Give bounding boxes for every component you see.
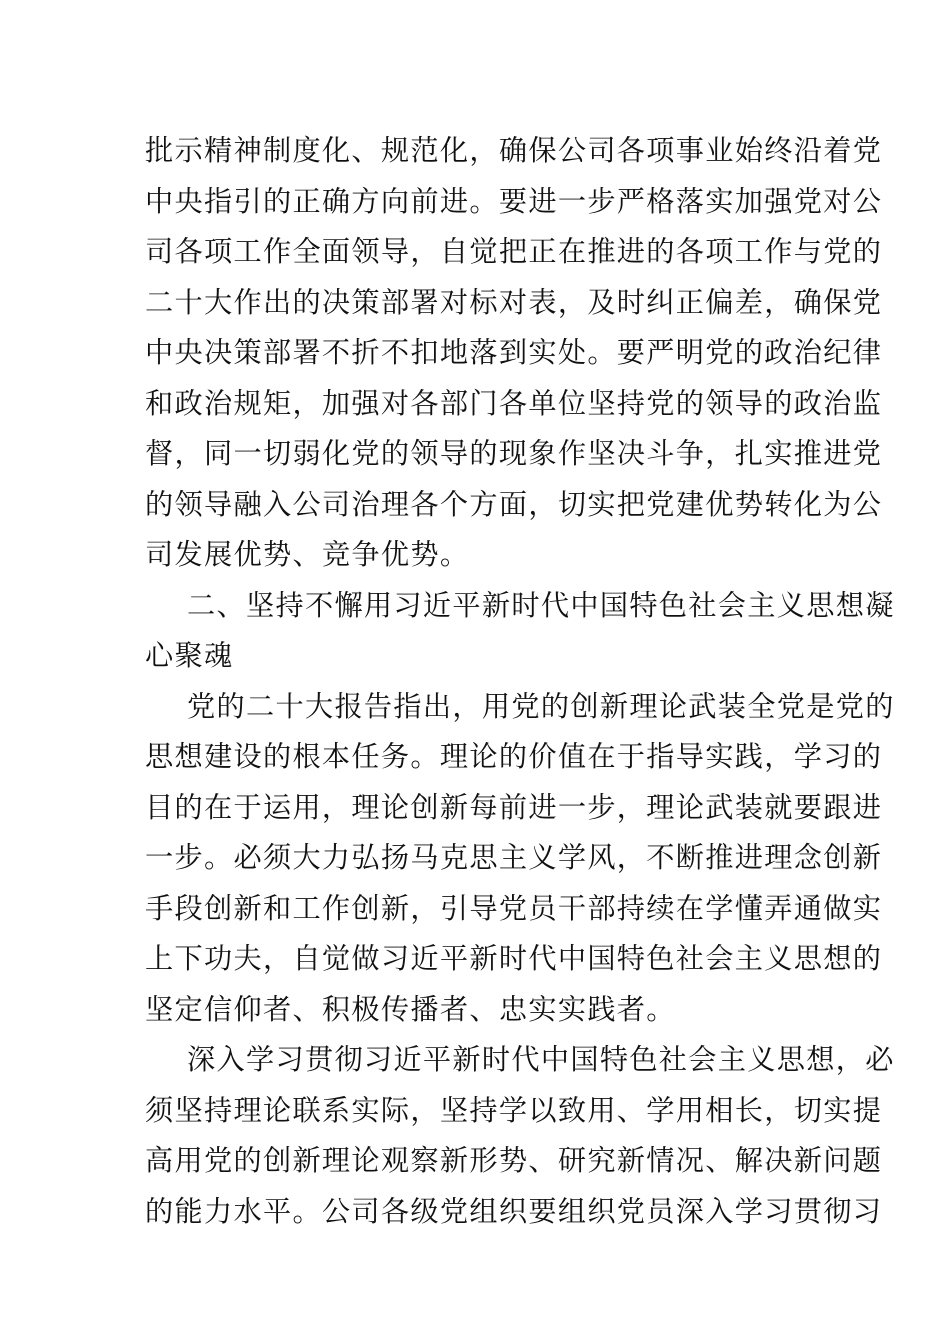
text-line: 和政治规矩，加强对各部门各单位坚持党的领导的政治监 xyxy=(145,386,883,420)
text-line: 中央决策部署不折不扣地落到实处。要严明党的政治纪律 xyxy=(145,336,883,369)
text-line: 党的二十大报告指出，用党的创新理论武装全党是党的 xyxy=(187,689,895,723)
section-heading xyxy=(145,581,895,682)
text-line: 批示精神制度化、规范化，确保公司各项事业始终沿着党 xyxy=(145,134,883,167)
text-line: 目的在于运用，理论创新每前进一步，理论武装就要跟进 xyxy=(145,790,883,824)
heading-line: 二、坚持不懈用习近平新时代中国特色社会主义思想凝 xyxy=(187,588,895,622)
text-line: 二十大作出的决策部署对标对表，及时纠正偏差，确保党 xyxy=(145,285,883,319)
paragraph-study xyxy=(145,1035,895,1237)
text-line: 司各项工作全面领导，自觉把正在推进的各项工作与党的 xyxy=(145,235,883,268)
text-line: 须坚持理论联系实际，坚持学以致用、学用相长，切实提 xyxy=(145,1093,883,1127)
text-line: 坚定信仰者、积极传播者、忠实实践者。 xyxy=(145,992,676,1026)
text-line: 司发展优势、竞争优势。 xyxy=(145,538,470,571)
text-line: 中央指引的正确方向前进。要进一步严格落实加强党对公 xyxy=(145,184,883,218)
heading-line: 心聚魂 xyxy=(145,639,234,672)
text-line: 手段创新和工作创新，引导党员干部持续在学懂弄通做实 xyxy=(145,891,883,925)
paragraph-theory xyxy=(145,682,895,1036)
text-line: 督，同一切弱化党的领导的现象作坚决斗争，扎实推进党 xyxy=(145,437,883,470)
document-body xyxy=(145,126,895,1237)
text-line: 的能力水平。公司各级党组织要组织党员深入学习贯彻习 xyxy=(145,1194,883,1228)
text-line: 的领导融入公司治理各个方面，切实把党建优势转化为公 xyxy=(145,487,883,521)
text-line: 一步。必须大力弘扬马克思主义学风，不断推进理念创新 xyxy=(145,841,883,874)
text-line: 深入学习贯彻习近平新时代中国特色社会主义思想，必 xyxy=(187,1043,895,1076)
text-line: 思想建设的根本任务。理论的价值在于指导实践，学习的 xyxy=(145,740,883,773)
paragraph-continued xyxy=(145,126,883,581)
text-line: 高用党的创新理论观察新形势、研究新情况、解决新问题 xyxy=(145,1144,883,1177)
text-line: 上下功夫，自觉做习近平新时代中国特色社会主义思想的 xyxy=(145,942,883,975)
